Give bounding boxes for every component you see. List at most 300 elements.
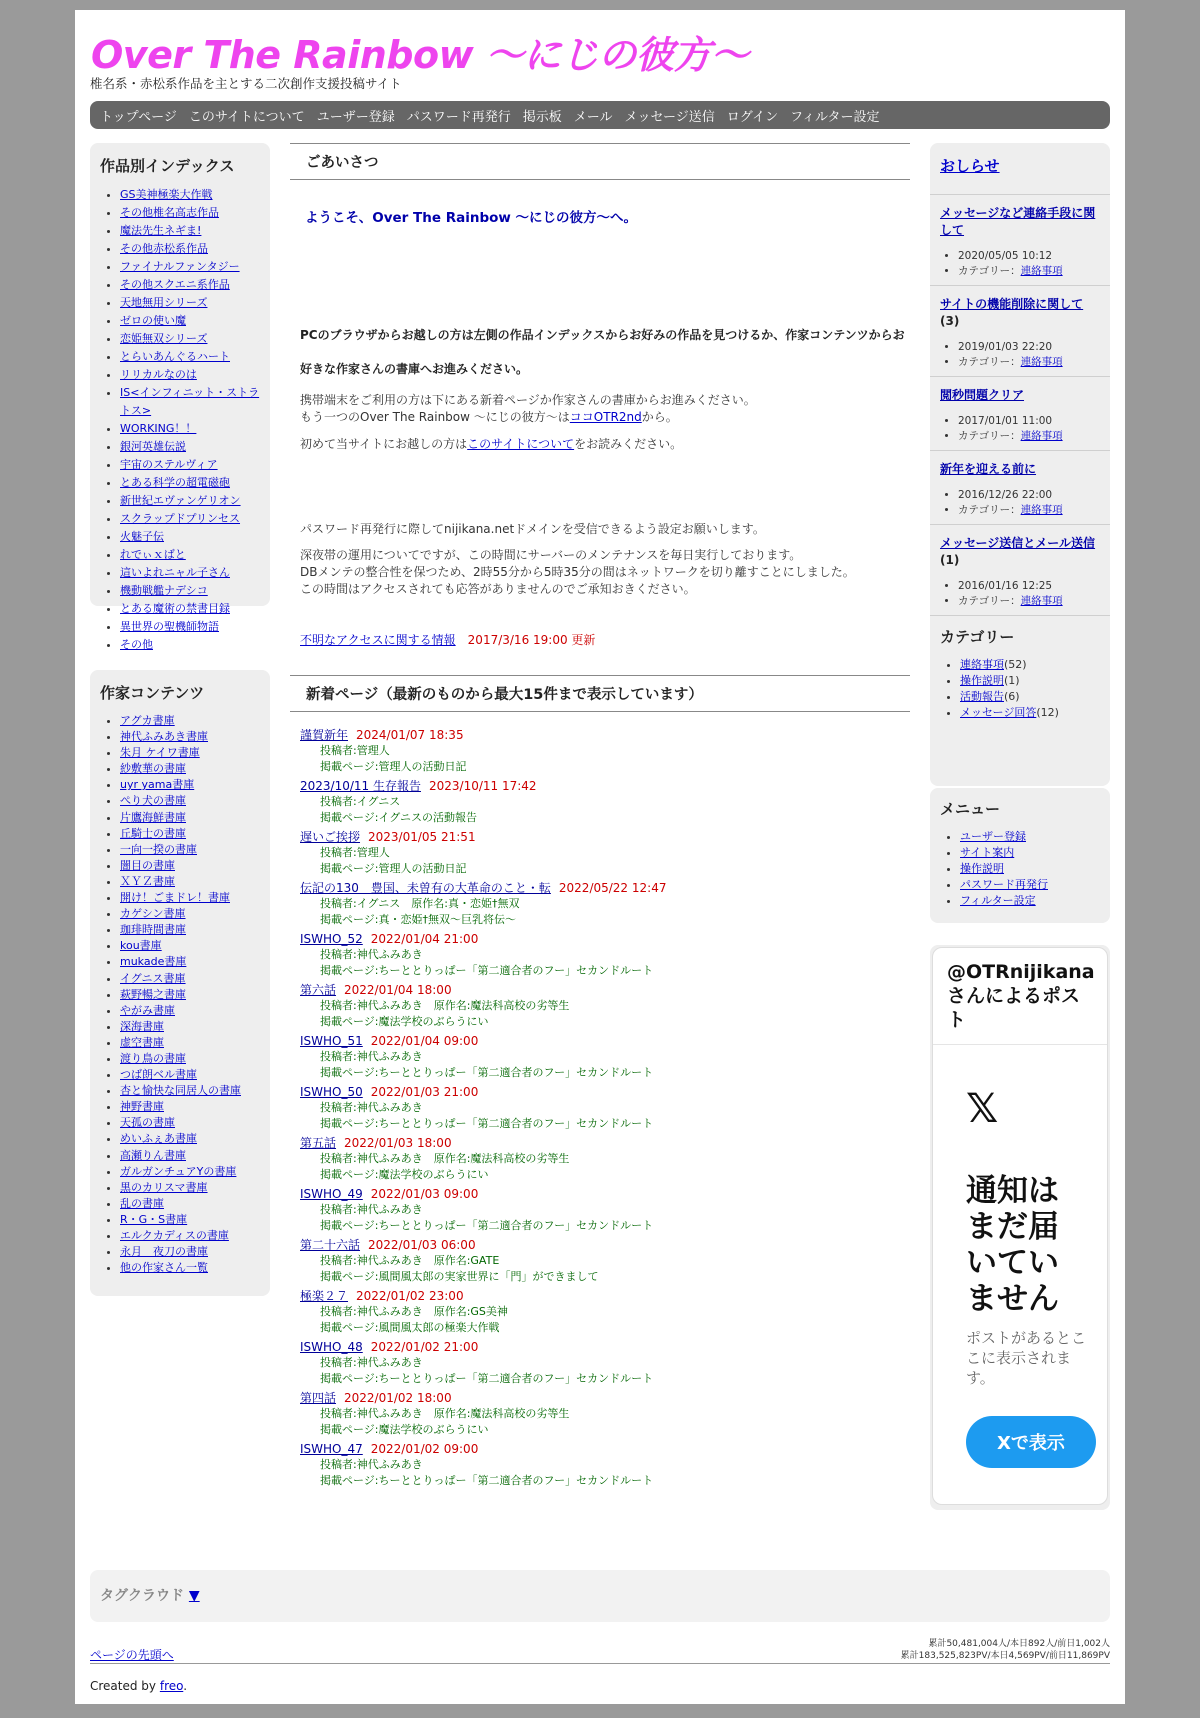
new-page-author: 投稿者:神代ふみあき 原作名:魔法科高校の劣等生 bbox=[320, 1407, 570, 1420]
notice-category-link[interactable]: 連絡事項 bbox=[1020, 430, 1063, 442]
menu-link[interactable]: ユーザー登録 bbox=[960, 830, 1026, 843]
writer-item bbox=[120, 1035, 260, 1051]
menu-item bbox=[960, 845, 1100, 861]
notice-category bbox=[958, 264, 1100, 279]
works-index-link[interactable]: とある魔術の禁書目録 bbox=[120, 602, 230, 615]
menu-link[interactable]: サイト案内 bbox=[960, 846, 1015, 859]
writer-item bbox=[120, 1148, 260, 1164]
writer-link[interactable]: カゲシン書庫 bbox=[120, 907, 186, 921]
notice-category-label: カテゴリー： bbox=[958, 265, 1021, 277]
notice-category-link[interactable]: 連絡事項 bbox=[1020, 265, 1063, 277]
new-pages-heading: 新着ページ（最新のものから最大15件まで表示しています） bbox=[290, 675, 910, 712]
notice-title-line bbox=[940, 296, 1100, 330]
writer-item bbox=[120, 713, 260, 729]
x-logo-icon: 𝕏 bbox=[966, 1086, 999, 1132]
new-page-date: 2022/01/02 23:00 bbox=[356, 1289, 464, 1303]
writer-link[interactable]: 片鷹海鮮書庫 bbox=[120, 810, 186, 824]
global-nav bbox=[90, 101, 1110, 129]
new-page-title-line bbox=[300, 1441, 910, 1457]
writer-link[interactable]: 天孤の書庫 bbox=[120, 1116, 175, 1130]
new-page-entry bbox=[300, 1135, 910, 1183]
notice-link[interactable]: 閲秒問題クリア bbox=[940, 388, 1025, 402]
writers-list bbox=[100, 713, 260, 1276]
writers-box bbox=[90, 670, 270, 1296]
new-page-date: 2022/01/04 09:00 bbox=[370, 1034, 479, 1048]
works-index-item bbox=[120, 348, 260, 366]
x-timeline-widget bbox=[930, 945, 1110, 1510]
new-page-entry bbox=[300, 1186, 910, 1234]
notice-date: • 2019/01/03 22:20 bbox=[958, 340, 1100, 355]
new-page-link[interactable]: 謹賀新年 bbox=[300, 728, 349, 742]
new-page-location: 掲載ページ:魔法学校のぶらうにい bbox=[320, 1423, 489, 1436]
writer-link[interactable]: 他の作家さん一覧 bbox=[120, 1261, 208, 1275]
first-visit-post: をお読みください。 bbox=[574, 437, 683, 451]
notice-item bbox=[930, 194, 1110, 285]
new-page-title-line bbox=[300, 982, 910, 998]
new-page-date: 2022/01/03 06:00 bbox=[368, 1238, 476, 1252]
works-index-link[interactable]: 天地無用シリーズ bbox=[120, 296, 208, 309]
notice-category-label: カテゴリー： bbox=[958, 504, 1021, 516]
new-page-link[interactable]: ISWHO_49 bbox=[300, 1187, 363, 1201]
new-page-location: 掲載ページ:ちーととりっぱー「第二適合者のフー」セカンドルート bbox=[320, 1066, 654, 1079]
notice-item bbox=[930, 524, 1110, 615]
writer-item bbox=[120, 858, 260, 874]
works-index-link[interactable]: 異世界の聖機師物語 bbox=[120, 620, 219, 633]
new-page-location: 掲載ページ:ちーととりっぱー「第二適合者のフー」セカンドルート bbox=[320, 1117, 654, 1130]
writer-link[interactable]: 丘騎士の書庫 bbox=[120, 826, 186, 840]
works-index-link[interactable]: リリカルなのは bbox=[120, 368, 197, 381]
new-page-link[interactable]: 第二十六話 bbox=[300, 1238, 361, 1252]
writer-item bbox=[120, 826, 260, 842]
writer-link[interactable]: 神代ふみあき書庫 bbox=[120, 730, 208, 744]
works-index-link[interactable]: ファイナルファンタジー bbox=[120, 260, 240, 273]
new-page-title-line bbox=[300, 931, 910, 947]
new-page-date: 2022/01/03 18:00 bbox=[344, 1136, 452, 1150]
notice-link[interactable]: メッセージ送信とメール送信 bbox=[940, 536, 1096, 550]
notice-meta bbox=[940, 249, 1100, 279]
nav-about[interactable]: このサイトについて bbox=[188, 109, 305, 125]
works-index-link[interactable]: ゼロの使い魔 bbox=[120, 314, 186, 327]
works-index-link[interactable]: とらいあんぐるハート bbox=[120, 350, 230, 363]
works-index-link[interactable]: その他 bbox=[120, 638, 153, 651]
new-page-entry bbox=[300, 931, 910, 979]
category-count: (52) bbox=[1004, 658, 1027, 671]
menu-link[interactable]: 操作説明 bbox=[960, 862, 1004, 875]
tagcloud-toggle-icon[interactable]: ▼ bbox=[188, 1588, 200, 1604]
x-timeline-frame bbox=[932, 947, 1108, 1505]
writer-link[interactable]: 神野書庫 bbox=[120, 1100, 164, 1114]
nav-register[interactable]: ユーザー登録 bbox=[316, 109, 395, 125]
new-page-link[interactable]: ISWHO_47 bbox=[300, 1442, 363, 1456]
new-page-author: 投稿者:神代ふみあき 原作名:GS美神 bbox=[320, 1305, 508, 1318]
new-page-link[interactable]: ISWHO_52 bbox=[300, 932, 363, 946]
writers-title: 作家コンテンツ bbox=[100, 684, 205, 702]
category-count: (12) bbox=[1036, 706, 1059, 719]
writer-link[interactable]: エルクカディスの書庫 bbox=[120, 1229, 229, 1242]
works-index-item bbox=[120, 564, 260, 582]
new-page-date: 2022/01/03 09:00 bbox=[370, 1187, 479, 1201]
category-link[interactable]: 操作説明 bbox=[960, 674, 1004, 687]
new-page-author: 投稿者:イグニス 原作名:真・恋姫†無双 bbox=[320, 897, 520, 910]
writer-item bbox=[120, 1067, 260, 1083]
new-page-link[interactable]: 遅いご挨拶 bbox=[300, 830, 361, 844]
nav-login[interactable]: ログイン bbox=[726, 109, 779, 125]
works-index-item bbox=[120, 474, 260, 492]
notice-title-line bbox=[940, 387, 1100, 404]
works-index-item bbox=[120, 600, 260, 618]
new-page-title-line bbox=[300, 1339, 910, 1355]
new-page-entry bbox=[300, 1390, 910, 1438]
maintenance-line-1: 深夜帯の運用についてですが、この時間にサーバーのメンテナンスを毎日実行しております。 bbox=[300, 548, 802, 562]
writer-item bbox=[120, 938, 260, 954]
writer-item bbox=[120, 777, 260, 793]
works-index-link[interactable]: 魔法先生ネギま! bbox=[120, 224, 202, 237]
notice-category-link[interactable]: 連絡事項 bbox=[1020, 356, 1063, 368]
works-index-item bbox=[120, 384, 260, 420]
new-page-author: 投稿者:神代ふみあき bbox=[320, 1356, 423, 1369]
works-index-link[interactable]: GS美神極楽大作戦 bbox=[120, 188, 213, 201]
category-item bbox=[960, 689, 1100, 705]
first-visit-line bbox=[300, 436, 910, 453]
category-item bbox=[960, 705, 1100, 721]
new-page-link[interactable]: 第四話 bbox=[300, 1391, 337, 1405]
writer-item bbox=[120, 1260, 260, 1276]
menu-link[interactable]: パスワード再発行 bbox=[960, 878, 1048, 891]
new-page-author: 投稿者:神代ふみあき bbox=[320, 1101, 423, 1114]
new-page-location: 掲載ページ:イグニスの活動報告 bbox=[320, 811, 478, 824]
writer-link[interactable]: 高瀬りん書庫 bbox=[120, 1148, 186, 1162]
works-index-box bbox=[90, 143, 270, 651]
writer-link[interactable]: 紗敷華の書庫 bbox=[120, 762, 186, 776]
access-info-date: 2017/3/16 19:00 更新 bbox=[467, 633, 596, 647]
main-content bbox=[290, 143, 910, 1492]
new-page-date: 2023/10/11 17:42 bbox=[428, 779, 537, 793]
works-index-item bbox=[120, 276, 260, 294]
writer-item bbox=[120, 810, 260, 826]
works-index-link[interactable]: 宇宙のステルヴィア bbox=[120, 458, 218, 471]
site-title[interactable]: Over The Rainbow 〜にじの彼方〜 bbox=[91, 33, 749, 77]
category-item bbox=[960, 673, 1100, 689]
new-page-link[interactable]: ISWHO_51 bbox=[300, 1034, 363, 1048]
new-page-date: 2022/01/04 18:00 bbox=[344, 983, 452, 997]
works-index-link[interactable]: その他スクエニ系作品 bbox=[120, 278, 230, 291]
nav-password-reset[interactable]: パスワード再発行 bbox=[406, 109, 511, 125]
works-index-list bbox=[100, 186, 260, 654]
categories-title: カテゴリー bbox=[940, 628, 1015, 646]
new-page-location: 掲載ページ:管理人の活動日記 bbox=[320, 760, 467, 773]
writer-item bbox=[120, 1244, 260, 1260]
writer-item bbox=[120, 1019, 260, 1035]
notice-category bbox=[958, 355, 1100, 370]
writer-link[interactable]: 乱の書庫 bbox=[120, 1196, 164, 1210]
page-top-link[interactable]: ページの先頭へ bbox=[90, 1648, 174, 1662]
notice-meta bbox=[940, 414, 1100, 444]
works-index-link[interactable]: 銀河英雄伝説 bbox=[120, 440, 186, 453]
writer-link[interactable]: mukade書庫 bbox=[120, 955, 187, 969]
writer-item bbox=[120, 1115, 260, 1131]
notice-title-line bbox=[940, 535, 1100, 569]
writer-link[interactable]: イグニス書庫 bbox=[120, 971, 186, 985]
writer-link[interactable]: やがみ書庫 bbox=[120, 1003, 175, 1017]
works-index-item bbox=[120, 222, 260, 240]
new-page-title-line bbox=[300, 1237, 910, 1253]
notice-meta bbox=[940, 579, 1100, 609]
menu-title: メニュー bbox=[940, 800, 1001, 818]
notice-list bbox=[940, 194, 1100, 615]
new-page-link[interactable]: 2023/10/11 生存報告 bbox=[300, 779, 421, 793]
new-page-title-line bbox=[300, 1135, 910, 1151]
writer-link[interactable]: ＸＹＺ書庫 bbox=[120, 874, 175, 888]
notice-date: • 2020/05/05 10:12 bbox=[958, 249, 1100, 264]
menu-item bbox=[960, 893, 1100, 909]
works-index-link[interactable]: 這いよれニャル子さん bbox=[120, 566, 230, 579]
writer-item bbox=[120, 1212, 260, 1228]
access-info-line bbox=[300, 632, 910, 649]
notice-link[interactable]: 新年を迎える前に bbox=[940, 462, 1037, 476]
new-page-date: 2024/01/07 18:35 bbox=[356, 728, 464, 742]
writer-item bbox=[120, 1083, 260, 1099]
pc-guide-text: PCのブラウザからお越しの方は左側の作品インデックスからお好みの作品を見つけるか、作家コンテンツからお好きな作家さんの書庫へお進みください。 bbox=[300, 328, 905, 376]
notice-category-link[interactable]: 連絡事項 bbox=[1020, 504, 1063, 516]
writer-link[interactable]: ガルガンチュアYの書庫 bbox=[120, 1164, 237, 1178]
new-page-entry bbox=[300, 829, 910, 877]
works-index-link[interactable]: IS<インフィニット・ストラトス> bbox=[120, 386, 260, 417]
new-page-title-line bbox=[300, 1390, 910, 1406]
works-index-link[interactable]: スクラップドプリンセス bbox=[120, 512, 241, 525]
notice-link[interactable]: サイトの機能削除に関して bbox=[940, 297, 1084, 311]
writer-link[interactable]: 闇目の書庫 bbox=[120, 858, 175, 872]
new-page-author: 投稿者:神代ふみあき bbox=[320, 1203, 423, 1216]
writer-item bbox=[120, 1228, 260, 1244]
x-empty-title: 通知はまだ届いていません bbox=[966, 1173, 1059, 1317]
freo-link[interactable]: freo bbox=[159, 1679, 184, 1693]
password-note: パスワード再発行に際してnijikana.netドメインを受信できるよう設定お願いします。 bbox=[300, 522, 765, 536]
new-page-entry bbox=[300, 982, 910, 1030]
new-page-location: 掲載ページ:ちーととりっぱー「第二適合者のフー」セカンドルート bbox=[320, 1474, 654, 1487]
works-index-link[interactable]: WORKING！！ bbox=[120, 422, 197, 435]
writer-link[interactable]: 開け！ごまドレ！書庫 bbox=[120, 891, 230, 905]
writer-link[interactable]: つば朗ベル書庫 bbox=[120, 1068, 197, 1082]
maintenance-note bbox=[300, 547, 910, 598]
works-index-item bbox=[120, 258, 260, 276]
nav-message[interactable]: メッセージ送信 bbox=[624, 109, 715, 125]
writer-link[interactable]: 一向一揆の書庫 bbox=[120, 842, 197, 856]
works-index-item bbox=[120, 510, 260, 528]
new-page-title-line bbox=[300, 829, 910, 845]
new-page-date: 2022/05/22 12:47 bbox=[558, 881, 667, 895]
new-page-entry bbox=[300, 778, 910, 826]
works-index-link[interactable]: とある科学の超電磁砲 bbox=[120, 476, 230, 489]
other-site-post: から。 bbox=[641, 410, 678, 424]
new-page-location: 掲載ページ:ちーととりっぱー「第二適合者のフー」セカンドルート bbox=[320, 964, 654, 977]
site-subtitle: 椎名系・赤松系作品を主とする二次創作支援投稿サイト bbox=[90, 76, 402, 91]
new-page-title-line bbox=[300, 727, 910, 743]
writer-item bbox=[120, 729, 260, 745]
writer-link[interactable]: R・G・S書庫 bbox=[120, 1212, 188, 1226]
new-page-date: 2022/01/04 21:00 bbox=[370, 932, 479, 946]
notice-comment-count: (3) bbox=[940, 314, 960, 328]
new-page-link[interactable]: 第六話 bbox=[300, 983, 337, 997]
works-index-link[interactable]: 恋姫無双シリーズ bbox=[120, 332, 208, 345]
writer-item bbox=[120, 954, 260, 970]
works-index-title: 作品別インデックス bbox=[100, 157, 235, 175]
new-page-location: 掲載ページ:ちーととりっぱー「第二適合者のフー」セカンドルート bbox=[320, 1372, 654, 1385]
new-page-location: 掲載ページ:真・恋姫†無双〜巨乳将伝〜 bbox=[320, 913, 516, 926]
writer-link[interactable]: 渡り鳥の書庫 bbox=[120, 1051, 186, 1065]
writer-link[interactable]: kou書庫 bbox=[120, 939, 162, 953]
writer-item bbox=[120, 793, 260, 809]
writer-item bbox=[120, 842, 260, 858]
welcome-text: ようこそ、Over The Rainbow 〜にじの彼方〜へ。 bbox=[305, 210, 638, 226]
new-page-title-line bbox=[300, 778, 910, 794]
new-page-author: 投稿者:神代ふみあき bbox=[320, 1458, 423, 1471]
works-index-item bbox=[120, 186, 260, 204]
notice-title-line bbox=[940, 461, 1100, 478]
new-page-entry bbox=[300, 727, 910, 775]
writer-item bbox=[120, 971, 260, 987]
category-link[interactable]: 連絡事項 bbox=[960, 658, 1004, 671]
otr2nd-link[interactable]: ココOTR2nd bbox=[569, 410, 642, 424]
writer-link[interactable]: 萩野暢之書庫 bbox=[120, 987, 186, 1001]
works-index-link[interactable]: 機動戦艦ナデシコ bbox=[120, 584, 208, 597]
new-page-author: 投稿者:管理人 bbox=[320, 846, 390, 859]
works-index-item bbox=[120, 546, 260, 564]
created-by-period: . bbox=[183, 1679, 188, 1693]
notice-item bbox=[930, 450, 1110, 524]
new-page-location: 掲載ページ:風間風太郎の実家世界に「門」ができまして bbox=[320, 1270, 599, 1283]
category-link[interactable]: メッセージ回答 bbox=[960, 706, 1037, 719]
page bbox=[75, 10, 1125, 1704]
writer-link[interactable]: 珈琲時間書庫 bbox=[120, 923, 186, 937]
notice-category-label: カテゴリー： bbox=[958, 430, 1021, 442]
writer-link[interactable]: めいふぇあ書庫 bbox=[120, 1132, 197, 1146]
new-page-entry bbox=[300, 1288, 910, 1336]
first-visit-pre: 初めて当サイトにお越しの方は bbox=[300, 437, 468, 451]
writer-link[interactable]: ぺり犬の書庫 bbox=[120, 794, 186, 808]
notice-category bbox=[958, 429, 1100, 444]
writer-item bbox=[120, 874, 260, 890]
menu-box bbox=[930, 788, 1110, 923]
new-page-date: 2022/01/02 18:00 bbox=[344, 1391, 452, 1405]
new-page-entry bbox=[300, 1339, 910, 1387]
category-link[interactable]: 活動報告 bbox=[960, 690, 1004, 703]
writer-item bbox=[120, 1180, 260, 1196]
categories-list bbox=[940, 657, 1100, 721]
works-index-item bbox=[120, 204, 260, 222]
nav-filter[interactable]: フィルター設定 bbox=[790, 109, 880, 125]
new-pages-list bbox=[290, 727, 910, 1489]
works-index-item bbox=[120, 528, 260, 546]
new-page-author: 投稿者:管理人 bbox=[320, 744, 390, 757]
writer-link[interactable]: アグカ書庫 bbox=[120, 714, 175, 727]
writer-item bbox=[120, 1051, 260, 1067]
writer-item bbox=[120, 745, 260, 761]
new-page-title-line bbox=[300, 1288, 910, 1304]
access-counter bbox=[901, 1638, 1110, 1662]
works-index-item bbox=[120, 420, 260, 438]
category-count: (1) bbox=[1004, 674, 1020, 687]
writer-item bbox=[120, 1196, 260, 1212]
writer-link[interactable]: 虚空書庫 bbox=[120, 1035, 164, 1049]
works-index-item bbox=[120, 636, 260, 654]
category-item bbox=[960, 657, 1100, 673]
nav-mail[interactable]: メール bbox=[573, 109, 613, 125]
writer-item bbox=[120, 761, 260, 777]
works-index-link[interactable]: 新世紀エヴァンゲリオン bbox=[120, 494, 241, 507]
notice-meta bbox=[940, 340, 1100, 370]
menu-item bbox=[960, 877, 1100, 893]
created-by-label: Created by bbox=[90, 1679, 160, 1693]
new-page-author: 投稿者:神代ふみあき bbox=[320, 1050, 423, 1063]
new-page-link[interactable]: ISWHO_48 bbox=[300, 1340, 363, 1354]
writer-item bbox=[120, 1131, 260, 1147]
new-page-link[interactable]: 第五話 bbox=[300, 1136, 337, 1150]
x-empty-text: ポストがあるとここに表示されます。 bbox=[966, 1329, 1087, 1387]
writer-item bbox=[120, 987, 260, 1003]
writer-link[interactable]: 永月 夜刀の書庫 bbox=[120, 1245, 208, 1259]
writer-item bbox=[120, 1003, 260, 1019]
notice-title-line bbox=[940, 205, 1100, 239]
notices-box bbox=[930, 143, 1110, 786]
works-index-item bbox=[120, 240, 260, 258]
works-index-link[interactable]: その他椎名高志作品 bbox=[120, 206, 219, 219]
new-page-entry bbox=[300, 1084, 910, 1132]
new-page-date: 2022/01/02 21:00 bbox=[370, 1340, 479, 1354]
works-index-item bbox=[120, 294, 260, 312]
about-site-link[interactable]: このサイトについて bbox=[467, 437, 575, 451]
notice-link[interactable]: メッセージなど連絡手段に関して bbox=[940, 206, 1096, 237]
x-view-button[interactable]: Xで表示 bbox=[966, 1416, 1096, 1468]
writer-link[interactable]: 深海書庫 bbox=[120, 1019, 164, 1033]
notice-category bbox=[958, 594, 1100, 609]
writer-link[interactable]: 朱月 ケイワ書庫 bbox=[120, 746, 200, 760]
new-page-link[interactable]: 極楽２７ bbox=[300, 1289, 349, 1303]
works-index-link[interactable]: れでぃｘばと bbox=[120, 548, 186, 561]
new-page-location: 掲載ページ:魔法学校のぶらうにい bbox=[320, 1015, 489, 1028]
notices-title[interactable]: おしらせ bbox=[940, 157, 1000, 175]
new-page-author: 投稿者:イグニス bbox=[320, 795, 401, 808]
menu-list bbox=[940, 829, 1100, 909]
notice-category-link[interactable]: 連絡事項 bbox=[1020, 595, 1063, 607]
notice-meta bbox=[940, 488, 1100, 518]
writer-link[interactable]: 杏と愉快な同居人の書庫 bbox=[120, 1084, 241, 1098]
menu-item bbox=[960, 829, 1100, 845]
new-page-date: 2023/01/05 21:51 bbox=[368, 830, 476, 844]
new-page-date: 2022/01/03 21:00 bbox=[370, 1085, 479, 1099]
access-info-link[interactable]: 不明なアクセスに関する情報 bbox=[300, 633, 456, 647]
maintenance-line-2: DBメンテの整合性を保つため、2時55分から5時35分の間はネットワークを切り離すことにしました。 bbox=[300, 565, 855, 579]
works-index-item bbox=[120, 582, 260, 600]
new-page-entry bbox=[300, 1441, 910, 1489]
nav-top[interactable]: トップページ bbox=[100, 109, 177, 125]
works-index-link[interactable]: その他赤松系作品 bbox=[120, 242, 208, 255]
works-index-link[interactable]: 火魅子伝 bbox=[120, 530, 164, 543]
works-index-item bbox=[120, 366, 260, 384]
x-timeline-header[interactable]: @OTRnijikanaさんによるポスト bbox=[933, 948, 1107, 1045]
new-page-entry bbox=[300, 1237, 910, 1285]
new-page-link[interactable]: 伝記の130 豊国、未曽有の大革命のこと・転 bbox=[300, 881, 551, 895]
nav-bbs[interactable]: 掲示板 bbox=[522, 109, 562, 125]
new-page-author: 投稿者:神代ふみあき 原作名:魔法科高校の劣等生 bbox=[320, 999, 570, 1012]
writer-link[interactable]: uyr yama書庫 bbox=[120, 778, 195, 792]
menu-link[interactable]: フィルター設定 bbox=[960, 894, 1036, 907]
writer-link[interactable]: 黒のカリスマ書庫 bbox=[120, 1180, 208, 1194]
new-page-title-line bbox=[300, 1033, 910, 1049]
writer-item bbox=[120, 1099, 260, 1115]
works-index-item bbox=[120, 456, 260, 474]
new-page-link[interactable]: ISWHO_50 bbox=[300, 1085, 363, 1099]
new-page-author: 投稿者:神代ふみあき bbox=[320, 948, 423, 961]
